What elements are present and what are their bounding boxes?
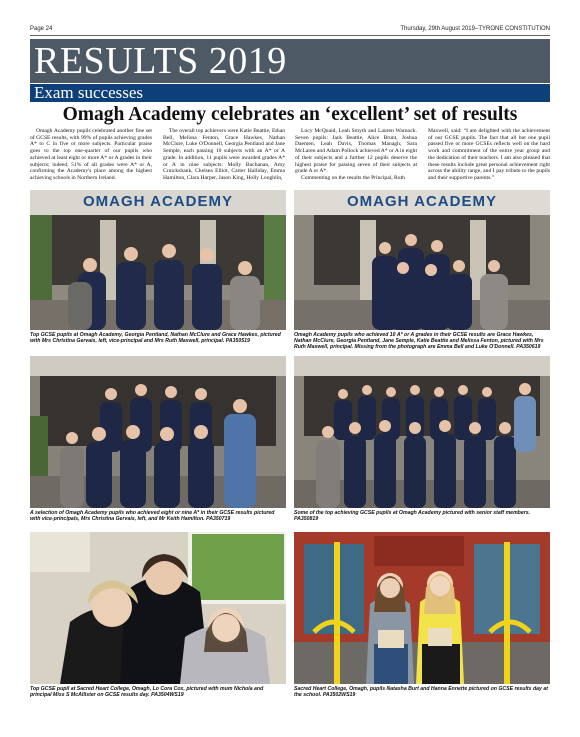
article-column-4 xyxy=(428,128,550,184)
column-2-text: The overall top achievers were Katie Beattie, Ethan Bell, Melissa Fenton, Grace Hawkes, Nathan McClure, Luke O'Donnell, Georgia Pentland and Jane Semple, each passing 10 subjects with an A* or A grade. In addition, 11 pupils were awarded grades A* or A in nine subjects: Molly Buchanan, Amy Cruickshank, Chelsea Elliot, Carter Halliday, Emma Hamilton, Clara Harper, Jason King, Holly Loughlin, xyxy=(163,128,285,181)
article-column-1 xyxy=(30,128,152,184)
caption-photo-6: Sacred Heart College, Omagh, pupils Natasha Burt and Hanna Ennette pictured on GCSE results day at the school. PA3502WS19 xyxy=(294,686,548,699)
caption-photo-1: Top GCSE pupils at Omagh Academy, Georgia Pentland, Nathan McClure and Grace Hawkes, pictured with Mrs Christina Gervais, left, vice-principal and Mrs Ruth Maxwell, principal. PA350519 xyxy=(30,332,281,345)
school-sign: OMAGH ACADEMY xyxy=(347,193,497,210)
results-banner xyxy=(30,39,550,83)
article-column-2 xyxy=(163,128,285,184)
photo-ten-a-star-pupils xyxy=(294,190,550,330)
banner-title: RESULTS 2019 xyxy=(34,40,287,82)
date-and-paper: Thursday, 29th August 2019–TYRONE CONSTITUTION xyxy=(400,26,550,32)
header-rule xyxy=(30,35,550,36)
section-banner xyxy=(30,84,550,102)
photo-sacred-heart-pupils xyxy=(294,532,550,684)
page-header xyxy=(30,26,550,36)
column-4-text: Maxwell, said: “I am delighted with the achievement of our GCSE pupils. The fact that all but one pupil passed five or more GCSEs reflects well on the hard work and commitment of the entire year group and the dedication of their teachers. I am also pleased that these results include great personal achievement right across the ability range, and I pay tribute to the pupils and their supportive parents.” xyxy=(428,128,550,181)
caption-photo-4: Some of the top achieving GCSE pupils at Omagh Academy pictured with senior staff members. PA350819 xyxy=(294,510,531,523)
caption-photo-3: A selection of Omagh Academy pupils who achieved eight or nine A* in their GCSE results pictured with vice-principals, Mrs Christina Gervais, left, and Mr Keith Hamilton. PA350719 xyxy=(30,510,275,523)
section-title: Exam successes xyxy=(34,83,144,102)
column-3-text-b: Commenting on the results the Principal, Ruth xyxy=(301,174,405,181)
caption-photo-5: Top GCSE pupil at Sacred Heart College, Omagh, Lo Cora Cox, pictured with mum Nichola and principal Miss S McAllister on GCSE results day. PA3504WS19 xyxy=(30,686,264,699)
photo-top-achievers-staff xyxy=(294,356,550,508)
article-headline: Omagh Academy celebrates an ‘excellent’ set of results xyxy=(62,104,518,125)
article-column-3 xyxy=(295,128,417,184)
caption-photo-2: Omagh Academy pupils who achieved 10 A* or A grades in their GCSE results are Grace Hawkes, Nathan McClure, Georgia Pentland, Jane Semple, Katie Beattie and Melissa Fenton, pictured with Mrs Ruth Maxwell, principal. Missing from the photograph are Emma Bell and Luke O'Donnell. PA350619 xyxy=(294,332,544,351)
column-3-text-a: Lucy McQuaid, Leah Smyth and Lauren Warnock. Seven pupils: Jack Beattie, Alice Brunt, Joshua Daemen, Leah Davis, Thomas Managh, Sara McLaren and Adam Pollock achieved A* or A in eight of their subjects and a further 12 pupils deserve the highest praise for passing seven of their subjects at grade A or A*. xyxy=(295,128,417,175)
photo-top-pupils xyxy=(30,190,286,330)
photo-selection-pupils xyxy=(30,356,286,508)
page-number: Page 24 xyxy=(30,26,53,32)
school-sign: OMAGH ACADEMY xyxy=(83,193,233,210)
photo-sacred-heart-top-pupil xyxy=(30,532,286,684)
column-1-text: Omagh Academy pupils celebrated another fine set of GCSE results, with 99% of pupils achieving grades A* to C in five or more subjects. Particular praise goes to the top one-quarter of our pupils who achieved at least eight or more A* or A grades in their subjects; indeed, 51% of all grades were A* or A, confirming the Academy's place among the highest achieving schools in Northern Ireland. xyxy=(30,128,152,181)
